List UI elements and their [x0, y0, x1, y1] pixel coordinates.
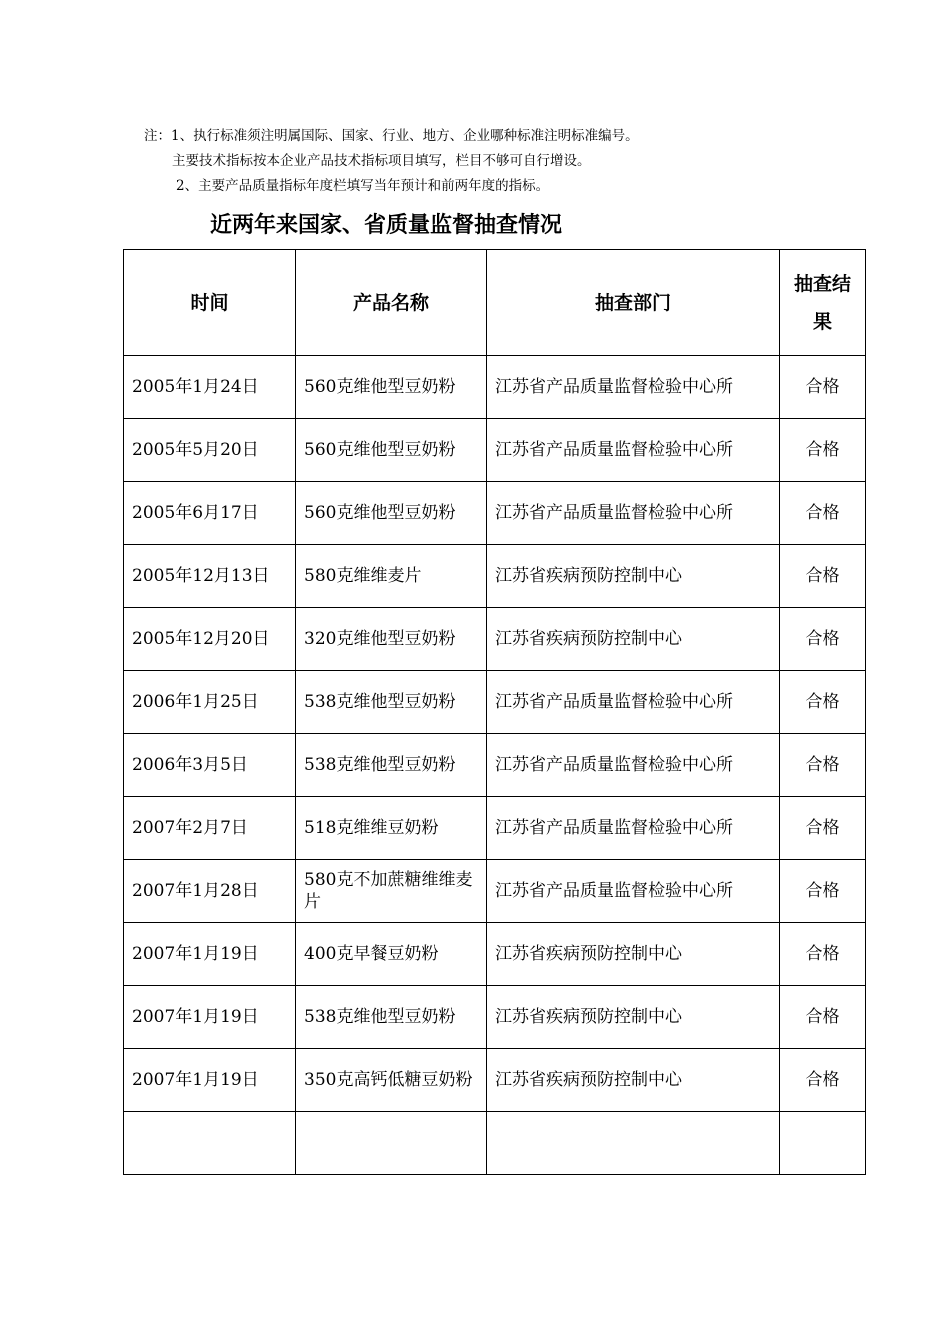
cell-product: 400克早餐豆奶粉: [296, 923, 487, 986]
cell-result: 合格: [780, 986, 866, 1049]
cell-time: 2007年1月28日: [124, 860, 296, 923]
table-row: [124, 986, 866, 1049]
table-row: [124, 671, 866, 734]
cell-dept: 江苏省产品质量监督检验中心所: [487, 734, 780, 797]
cell-product: 580克不加蔗糖维维麦片: [296, 860, 487, 923]
cell-product: 538克维他型豆奶粉: [296, 986, 487, 1049]
table-row: [124, 356, 866, 419]
cell-result: 合格: [780, 608, 866, 671]
cell-result: 合格: [780, 923, 866, 986]
cell-result: 合格: [780, 482, 866, 545]
cell-dept: 江苏省产品质量监督检验中心所: [487, 797, 780, 860]
cell-product: 580克维维麦片: [296, 545, 487, 608]
header-result: 抽查结果: [780, 250, 866, 356]
cell-product: [296, 1112, 487, 1175]
header-time: 时间: [124, 250, 296, 356]
cell-dept: 江苏省产品质量监督检验中心所: [487, 671, 780, 734]
cell-result: 合格: [780, 671, 866, 734]
cell-dept: 江苏省产品质量监督检验中心所: [487, 482, 780, 545]
cell-dept: 江苏省产品质量监督检验中心所: [487, 860, 780, 923]
cell-product: 560克维他型豆奶粉: [296, 482, 487, 545]
cell-time: 2007年2月7日: [124, 797, 296, 860]
table-row: [124, 1049, 866, 1112]
cell-product: 538克维他型豆奶粉: [296, 671, 487, 734]
cell-result: 合格: [780, 1049, 866, 1112]
cell-product: 560克维他型豆奶粉: [296, 419, 487, 482]
cell-dept: 江苏省产品质量监督检验中心所: [487, 356, 780, 419]
header-product: 产品名称: [296, 250, 487, 356]
cell-time: 2005年1月24日: [124, 356, 296, 419]
table-row: [124, 923, 866, 986]
table-row: [124, 1112, 866, 1175]
cell-result: 合格: [780, 419, 866, 482]
cell-result: 合格: [780, 860, 866, 923]
cell-time: [124, 1112, 296, 1175]
cell-time: 2007年1月19日: [124, 1049, 296, 1112]
page-title: 近两年来国家、省质量监督抽查情况: [210, 213, 563, 238]
cell-result: 合格: [780, 356, 866, 419]
table-row: [124, 734, 866, 797]
note-line-2: 主要技术指标按本企业产品技术指标项目填写，栏目不够可自行增设。: [172, 153, 591, 169]
cell-time: 2007年1月19日: [124, 986, 296, 1049]
table-header-row: [124, 250, 866, 356]
cell-time: 2005年5月20日: [124, 419, 296, 482]
cell-result: 合格: [780, 734, 866, 797]
note-line-1: 注：1、执行标准须注明属国际、国家、行业、地方、企业哪种标准注明标准编号。: [144, 128, 639, 144]
cell-time: 2007年1月19日: [124, 923, 296, 986]
cell-result: 合格: [780, 797, 866, 860]
cell-dept: 江苏省疾病预防控制中心: [487, 986, 780, 1049]
table-row: [124, 419, 866, 482]
cell-product: 560克维他型豆奶粉: [296, 356, 487, 419]
cell-time: 2005年12月13日: [124, 545, 296, 608]
cell-product: 320克维他型豆奶粉: [296, 608, 487, 671]
cell-dept: 江苏省疾病预防控制中心: [487, 923, 780, 986]
cell-dept: [487, 1112, 780, 1175]
note-line-3: 2、主要产品质量指标年度栏填写当年预计和前两年度的指标。: [176, 178, 550, 194]
inspection-table: [123, 249, 866, 1175]
cell-time: 2006年1月25日: [124, 671, 296, 734]
cell-dept: 江苏省疾病预防控制中心: [487, 1049, 780, 1112]
cell-product: 538克维他型豆奶粉: [296, 734, 487, 797]
cell-dept: 江苏省产品质量监督检验中心所: [487, 419, 780, 482]
table-body: [124, 356, 866, 1175]
cell-time: 2005年12月20日: [124, 608, 296, 671]
cell-product: 350克高钙低糖豆奶粉: [296, 1049, 487, 1112]
cell-time: 2005年6月17日: [124, 482, 296, 545]
cell-dept: 江苏省疾病预防控制中心: [487, 545, 780, 608]
table-row: [124, 608, 866, 671]
table-row: [124, 797, 866, 860]
cell-product: 518克维维豆奶粉: [296, 797, 487, 860]
table-row: [124, 482, 866, 545]
cell-result: 合格: [780, 545, 866, 608]
cell-result: [780, 1112, 866, 1175]
cell-time: 2006年3月5日: [124, 734, 296, 797]
table-row: [124, 545, 866, 608]
header-dept: 抽查部门: [487, 250, 780, 356]
table-row: [124, 860, 866, 923]
cell-dept: 江苏省疾病预防控制中心: [487, 608, 780, 671]
